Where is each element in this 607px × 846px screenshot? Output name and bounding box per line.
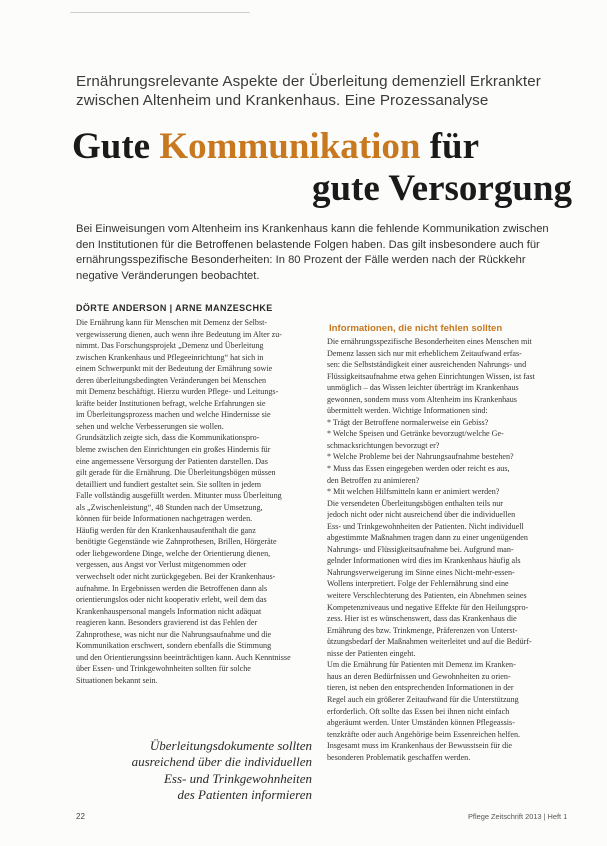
body-line: orientierungslos oder nicht kooperativ erlebt, weil dem das — [76, 595, 267, 605]
body-line: nisse der Patienten eingeht. — [327, 648, 416, 658]
body-line: Ess- und Trinkgewohnheiten der Patienten. Nicht individuell — [327, 521, 524, 531]
lead-line: Bei Einweisungen vom Altenheim ins Krankenhaus kann die fehlende Kommunikation zwischen — [76, 223, 549, 235]
body-line: und den Orientierungssinn beeinträchtigen kann. Auch Kenntnisse — [76, 652, 291, 662]
body-line: übermittelt werden. Wichtige Informationen sind: — [327, 406, 488, 416]
body-line: zwischen Krankenhaus und Pflegeeinrichtung“ hat sich in — [76, 352, 264, 362]
headline-line-2: gute Versorgung — [311, 168, 572, 209]
body-line: tieren, ist neben den entsprechenden Informationen in der — [327, 683, 514, 693]
headline — [72, 126, 572, 210]
lead-line: den Institutionen für die Betroffenen belastende Folgen haben. Das gilt insbesondere auch für — [76, 238, 540, 251]
body-line: Situationen bekannt sein. — [76, 675, 158, 685]
body-line: detailliert und fundiert gestaltet sein. Sie sollten in jedem — [76, 479, 261, 489]
author-byline: DÖRTE ANDERSON | ARNE MANZESCHKE — [76, 303, 273, 313]
body-line: Regel auch ein größerer Zeitaufwand für die Unterstützung — [327, 694, 519, 704]
body-line: ützungsbedarf der Maßnahmen weiterleitet und auf die Bedürf- — [327, 637, 532, 647]
pull-quote-line: Ess- und Trinkgewohnheiten — [163, 770, 312, 786]
body-line: Flüssigkeitsaufnahme etwa gehen Einrichtungen Wissen, ist fast — [327, 371, 535, 381]
body-line: tenzkräfte oder auch Angehörige beim Essenreichen helfen. — [327, 729, 521, 739]
body-line: können für beide Informationen nachgetragen werden. — [76, 514, 253, 524]
kicker — [76, 72, 586, 110]
section-subhead: Informationen, die nicht fehlen sollten — [329, 323, 503, 334]
body-line: einem Schwerpunkt mit der Bedeutung der Ernährung sowie — [76, 364, 273, 374]
body-line: * Trägt der Betroffene normalerweise ein Gebiss? — [327, 417, 489, 427]
body-line: Kompetenzniveaus und negative Effekte für den Heilungspro- — [327, 602, 529, 612]
headline-word: für — [429, 126, 480, 167]
body-line: * Welche Probleme bei der Nahrungsaufnahme bestehen? — [327, 452, 514, 462]
body-line: Zahnprothese, was nicht nur die Nahrungsaufnahme und die — [76, 629, 272, 639]
headline-line-1 — [72, 126, 572, 168]
body-line: deren überleitungsbedingten Veränderungen bei Menschen — [76, 375, 266, 385]
body-line: oder liebgewordene Dinge, welche der Orientierung dienen, — [76, 548, 271, 558]
body-line: * Welche Speisen und Getränke bevorzugt/welche Ge- — [327, 429, 504, 439]
body-line: Kommunikation erschwert, sondern ebenfalls die Stimmung — [76, 641, 272, 651]
pull-quote-line: Überleitungsdokumente sollten — [149, 738, 312, 753]
body-line: jedoch nicht oder nicht ausreichend über die individuellen — [327, 510, 516, 520]
body-line: unmöglich – das Wissen leichter überträgt im Krankenhaus — [327, 383, 519, 393]
body-line: Ernährung des bzw. Trinkmenge, Präferenzen von Unterst- — [327, 625, 518, 635]
body-line: schmacksrichtungen bevorzugt er? — [327, 440, 440, 450]
body-line: Nahrungsverweigerung im Sinne eines Nicht-mehr-essen- — [327, 567, 515, 577]
body-line: Die ernährungsspezifische Besonderheiten eines Menschen mit — [327, 337, 532, 346]
body-line: kräfte beider Institutionen befragt, welche Erfahrungen sie — [76, 398, 266, 408]
body-line: gelnder Informationen wird dies im Krankenhaus häufig als — [327, 556, 521, 566]
body-line: mit Demenz beschäftigt. Hierzu wurden Pflege- und Leitungs- — [76, 387, 279, 397]
pull-quote-line: ausreichend über die individuellen — [131, 754, 312, 770]
pull-quote-line: des Patienten informieren — [177, 787, 312, 803]
body-line: vergewisserung dienen, auch wenn ihre Bedeutung im Alter zu- — [76, 329, 282, 339]
body-line: sehen und welche Verbesserungen sie wollen. — [76, 421, 224, 431]
body-line: benötigte Gegenstände wie Zahnprothesen, Brillen, Hörgeräte — [76, 537, 277, 547]
top-rule — [70, 12, 250, 13]
journal-footer: Pflege Zeitschrift 2013 | Heft 1 — [468, 812, 568, 821]
body-line: erforderlich. Oft sollte das Essen bei ihnen nicht einfach — [327, 706, 510, 716]
kicker-line: zwischen Altenheim und Krankenhaus. Eine Prozessanalyse — [76, 92, 489, 109]
body-line: nimmt. Das Forschungsprojekt „Demenz und Überleitung — [76, 341, 264, 351]
body-line: abgeräumt werden. Unter Umständen können Pflegeassis- — [327, 718, 515, 728]
body-line: Wollens interpretiert. Folge der Fehlernährung sind eine — [327, 579, 509, 589]
body-line: * Muss das Essen eingegeben werden oder reicht es aus, — [327, 464, 510, 474]
body-line: Nahrungs- und Flüssigkeitsaufnahme bei. Aufgrund man- — [327, 544, 514, 554]
headline-accent-word: Kommunikation — [159, 126, 421, 167]
body-line: zess. Hier ist es wünschenswert, dass das Krankenhaus die — [327, 614, 517, 624]
lead-line: negative Veränderungen beobachtet. — [76, 269, 260, 282]
lead-paragraph — [76, 222, 580, 284]
body-line: weitere Verschlechterung des Patienten, ein Abnehmen seines — [327, 591, 527, 601]
page-number: 22 — [76, 812, 85, 821]
body-line: verwechselt oder nicht zurückgegeben. Bei der Krankenhaus- — [76, 572, 276, 582]
kicker-line: Ernährungsrelevante Aspekte der Überleitung demenziell Erkrankter — [76, 73, 541, 90]
body-column-left — [76, 317, 313, 687]
body-line: Häufig werden für den Krankenhausaufenthalt die ganz — [76, 525, 256, 535]
body-line: Um die Ernährung für Patienten mit Demenz im Kranken- — [327, 660, 516, 670]
body-line: aufnahme. In Ergebnissen werden die Betroffenen dann als — [76, 583, 268, 593]
body-line: Insgesamt muss im Krankenhaus der Bewusstsein für die — [327, 741, 512, 751]
body-line: besonderen Problematik geschaffen werden. — [327, 752, 471, 762]
body-line: Falle vollständig ausgefüllt werden. Mitunter muss Überleitung — [76, 491, 282, 501]
body-line: gilt gerade für die Ernährung. Die Überleitungsbögen müssen — [76, 468, 276, 478]
body-line: Krankenhauspersonal mangels Information nicht adäquat — [76, 606, 262, 616]
body-line: abgestimmte Maßnahmen tragen dann zu einer ungenügenden — [327, 533, 528, 543]
body-line: vergessen, aus Angst vor Verlust mitgenommen oder — [76, 560, 247, 570]
body-line: sen: die Selbstständigkeit einer ausreichenden Nahrungs- und — [327, 360, 527, 370]
body-line: Die Ernährung kann für Menschen mit Demenz der Selbst- — [76, 318, 268, 327]
body-line: eine angemessene Versorgung der Patienten darstellen. Das — [76, 456, 268, 466]
body-line: im Überleitungsprozess machen und welche Hindernisse sie — [76, 410, 271, 420]
body-column-right — [327, 336, 571, 763]
body-line: als „Zwischenleistung“, 48 Stunden nach der Umsetzung, — [76, 502, 263, 512]
body-line: Die versendeten Überleitungsbögen enthalten teils nur — [327, 498, 503, 508]
body-line: den Betroffen zu animieren? — [327, 475, 420, 485]
body-line: gewonnen, sondern muss vom Altenheim ins Krankenhaus — [327, 394, 517, 404]
body-line: bleme zwischen den Einrichtungen ein großes Hindernis für — [76, 445, 271, 455]
pull-quote — [72, 738, 312, 804]
body-line: reagieren kann. Besonders gravierend ist das Fehlen der — [76, 618, 258, 628]
body-line: haus an deren Bedürfnissen und Gewohnheiten zu orien- — [327, 671, 511, 681]
headline-word: Gute — [72, 126, 151, 167]
body-line: * Mit welchen Hilfsmitteln kann er animiert werden? — [327, 487, 500, 497]
body-line: über Essen- und Trinkgewohnheiten sollten für solche — [76, 664, 251, 674]
body-line: Demenz lassen sich nur mit erheblichem Zeitaufwand erfas- — [327, 348, 522, 358]
body-line: Grundsätzlich zeigte sich, dass die Kommunikationspro- — [76, 433, 260, 443]
lead-line: ernährungsspezifische Besonderheiten: In 80 Prozent der Fälle werden nach der Rückkehr — [76, 254, 526, 267]
